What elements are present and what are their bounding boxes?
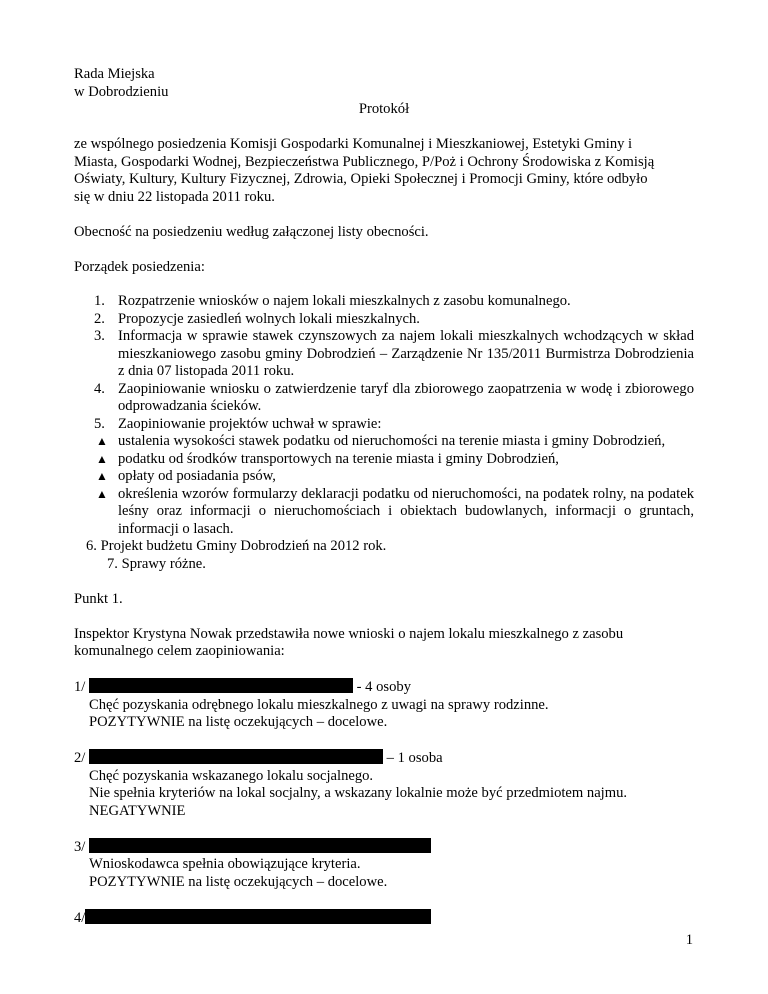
triangle-bullet-icon: ▲: [96, 451, 108, 466]
agenda-item-7: 7. Sprawy różne.: [107, 555, 206, 572]
entry-line: POZYTYWNIE na listę oczekujących – docelowe.: [89, 873, 388, 890]
redaction-bar: [85, 909, 431, 924]
entry-suffix: - 4 osoby: [353, 679, 411, 695]
agenda-subitem: ▲ określenia wzorów formularzy deklaracji podatku od nieruchomości, na podatek rolny, na podatek leśny oraz informacji o nieruchomościach i obiektach budowlanych, informacji o gruntach, informacji o lasach.: [96, 485, 694, 537]
agenda-subitem: ▲ podatku od środków transportowych na terenie miasta i gminy Dobrodzień,: [96, 450, 559, 467]
agenda-subitem: ▲ opłaty od posiadania psów,: [96, 468, 276, 484]
application-entry: [74, 678, 694, 732]
entry-header: [74, 749, 694, 768]
entry-header: [74, 838, 694, 857]
entry-label: 3/: [74, 838, 86, 855]
intro-line: się w dniu 22 listopada 2011 roku.: [74, 188, 275, 205]
application-entry: [74, 749, 694, 820]
redaction-bar: [89, 838, 431, 853]
agenda-item: 2. Propozycje zasiedleń wolnych lokali mieszkalnych.: [94, 310, 420, 327]
redaction-bar: [89, 678, 353, 693]
intro-line: Miasta, Gospodarki Wodnej, Bezpieczeństwa Publicznego, P/Poż i Ochrony Środowiska z Komisją: [74, 153, 655, 170]
triangle-bullet-icon: ▲: [96, 434, 108, 448]
org-line-2: w Dobrodzieniu: [74, 83, 169, 100]
agenda-item: 1. Rozpatrzenie wniosków o najem lokali mieszkalnych z zasobu komunalnego.: [94, 293, 571, 309]
application-entry: [74, 909, 694, 928]
entry-line: POZYTYWNIE na listę oczekujących – docelowe.: [89, 714, 388, 730]
intro-line: Oświaty, Kultury, Kultury Fizycznej, Zdrowia, Opieki Społecznej i Promocji Gminy, które odbyło: [74, 171, 648, 187]
point-heading: Punkt 1.: [74, 590, 123, 607]
agenda-item: 3. Informacja w sprawie stawek czynszowych za najem lokali mieszkalnych wchodzących w skład mieszkaniowego zasobu gminy Dobrodzień – Zarządzenie Nr 135/2011 Burmistrza Dobrodzienia z dnia 07 listopada 2011 roku.: [94, 328, 694, 379]
agenda-item-6: 6. Projekt budżetu Gminy Dobrodzień na 2012 rok.: [86, 538, 387, 554]
intro-paragraph: [74, 136, 694, 206]
application-entry: [74, 838, 694, 892]
agenda-item: 5. Zaopiniowanie projektów uchwał w sprawie:: [94, 415, 382, 432]
agenda-item: 4. Zaopiniowanie wniosku o zatwierdzenie taryf dla zbiorowego zaopatrzenia w wodę i zbiorowego odprowadzania ścieków.: [94, 380, 694, 414]
entry-suffix: – 1 osoba: [383, 750, 443, 766]
entry-line: Wnioskodawca spełnia obowiązujące kryteria.: [89, 856, 361, 872]
point-intro-line: Inspektor Krystyna Nowak przedstawiła nowe wnioski o najem lokalu mieszkalnego z zasobu: [74, 625, 624, 642]
point-intro-line: komunalnego celem zaopiniowania:: [74, 643, 285, 659]
attendance-note: Obecność na posiedzeniu według załączonej listy obecności.: [74, 223, 429, 240]
point-intro: [74, 626, 694, 661]
intro-line: ze wspólnego posiedzenia Komisji Gospodarki Komunalnej i Mieszkaniowej, Estetyki Gminy i: [74, 136, 633, 152]
document-page: [74, 66, 694, 927]
entry-label: 1/: [74, 679, 86, 695]
agenda-list: [74, 293, 694, 433]
redaction-bar: [89, 749, 383, 764]
entry-line: Chęć pozyskania odrębnego lokalu mieszkalnego z uwagi na sprawy rodzinne.: [89, 696, 549, 713]
agenda-subitem: ▲ ustalenia wysokości stawek podatku od nieruchomości na terenie miasta i gminy Dobrodzień,: [96, 433, 666, 449]
triangle-bullet-icon: ▲: [96, 486, 108, 501]
agenda-subitems: [74, 433, 694, 538]
triangle-bullet-icon: ▲: [96, 469, 108, 483]
entry-line: NEGATYWNIE: [89, 802, 186, 819]
agenda-heading: Porządek posiedzenia:: [74, 258, 205, 275]
page-number: 1: [685, 932, 693, 948]
entry-line: Nie spełnia kryteriów na lokal socjalny, a wskazany lokalnie może być przedmiotem najmu.: [89, 785, 628, 801]
entry-header: [74, 678, 694, 697]
entry-header: [74, 909, 694, 928]
entry-label: 4/: [74, 909, 86, 926]
org-line-1: Rada Miejska: [74, 66, 155, 82]
document-title: Protokół: [358, 101, 410, 117]
entry-label: 2/: [74, 750, 86, 766]
entry-line: Chęć pozyskania wskazanego lokalu socjalnego.: [89, 767, 374, 784]
